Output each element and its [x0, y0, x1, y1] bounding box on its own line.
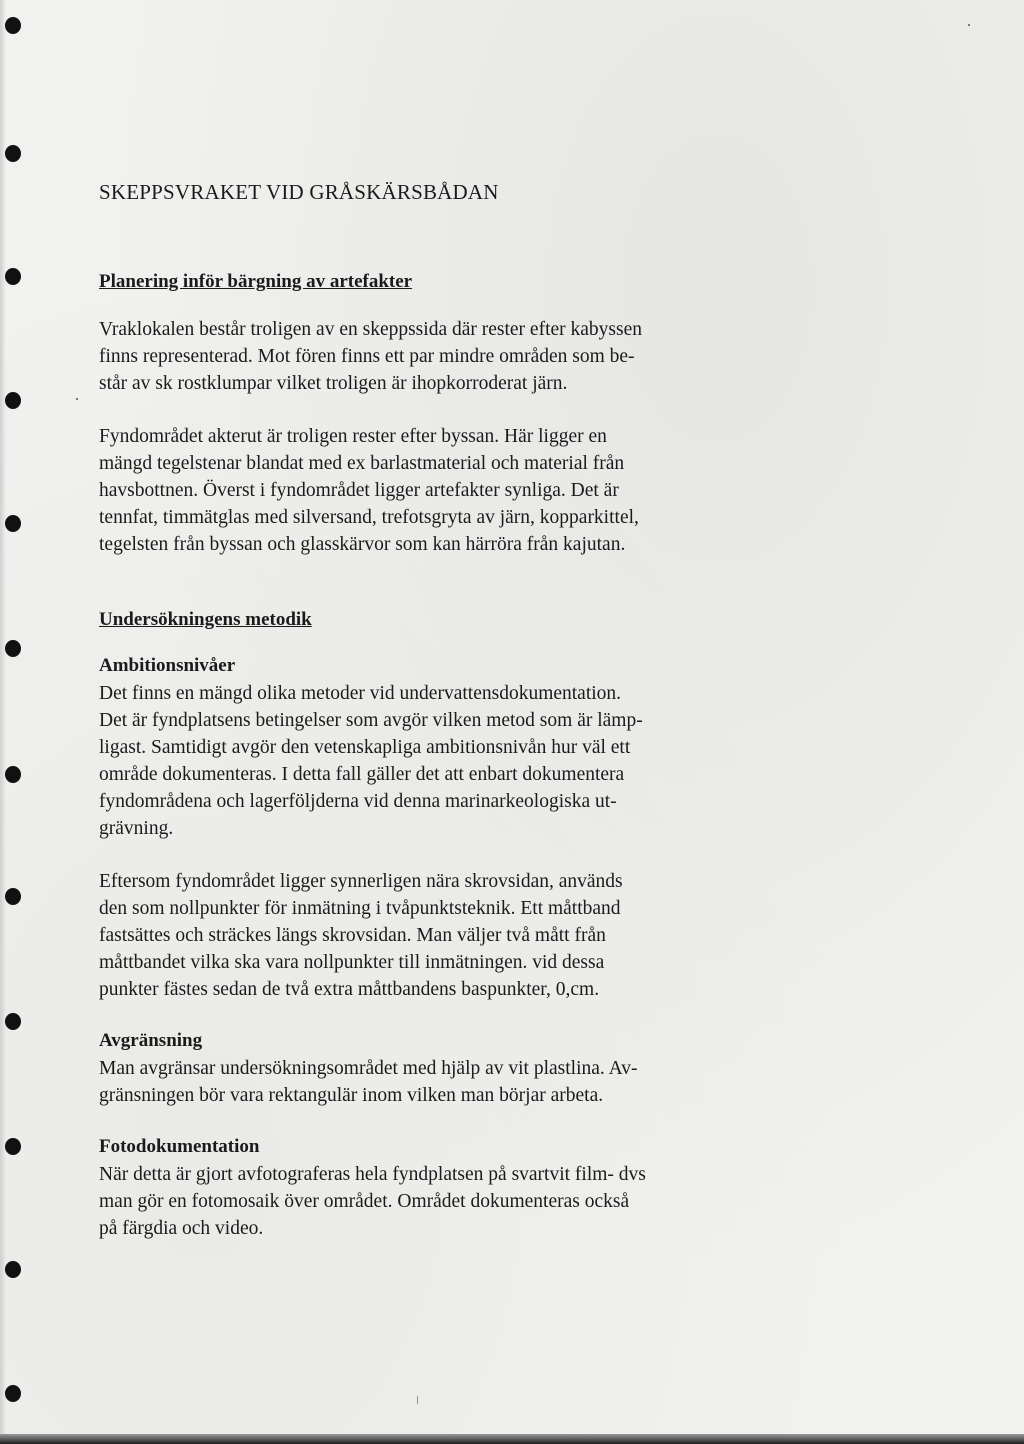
- subheading-delimitation: Avgränsning: [99, 1030, 203, 1051]
- punch-hole-12: [5, 1385, 21, 1402]
- document-body: [99, 170, 799, 1242]
- section-heading-method: Undersökningens metodik: [99, 609, 312, 630]
- punch-hole-8: [5, 888, 21, 905]
- punch-hole-5: [5, 515, 21, 532]
- paragraph-measuring: Eftersom fyndområdet ligger synnerligen nära skrovsidan, används den som nollpunkter för inmätning i tvåpunktsteknik. Ett måttband fastsättes och sträckes längs skrovsidan. Man väljer två mått från måttbandet vilka ska vara nollpunkter till inmätningen. vid dessa punkter fästes sedan de två extra måttbandens baspunkter, 0,cm.: [99, 871, 623, 1000]
- document-title: SKEPPSVRAKET VID GRÅSKÄRSBÅDAN: [99, 180, 499, 204]
- punch-hole-2: [5, 145, 21, 162]
- punch-hole-6: [5, 640, 21, 657]
- subheading-photo: Fotodokumentation: [99, 1136, 260, 1157]
- subheading-ambition: Ambitionsnivåer: [99, 655, 236, 676]
- punch-hole-9: [5, 1013, 21, 1030]
- section-heading-planning: Planering inför bärgning av artefakter: [99, 271, 413, 292]
- punch-hole-7: [5, 766, 21, 783]
- scan-speck: [417, 1395, 418, 1405]
- paragraph-wreck-site: Vraklokalen består troligen av en skeppssida där rester efter kabyssen finns representerad. Mot fören finns ett par mindre områden som be- står av sk rostklumpar vilket troligen är ihopkorroderat järn.: [99, 319, 643, 394]
- punch-hole-3: [5, 268, 21, 285]
- page-bottom-edge: [0, 1434, 1024, 1444]
- page-left-edge: [0, 0, 6, 1444]
- punch-hole-1: [5, 17, 21, 34]
- paragraph-find-area: Fyndområdet akterut är troligen rester efter byssan. Här ligger en mängd tegelstenar blandat med ex barlastmaterial och material från havsbottnen. Överst i fyndområdet ligger artefakter synliga. Det är tennfat, timmätglas med silversand, trefotsgryta av järn, kopparkittel, tegelsten från byssan och glasskärvor som kan härröra från kajutan.: [99, 426, 639, 555]
- paragraph-ambition: Det finns en mängd olika metoder vid undervattensdokumentation. Det är fyndplatsens betingelser som avgör vilken metod som är lämp- ligast. Samtidigt avgör den vetenskapliga ambitionsnivån hur väl ett område dokumenteras. I detta fall gäller det att enbart dokumentera fyndområdena och lagerföljderna vid denna marinarkeologiska ut- grävning.: [99, 683, 643, 839]
- punch-hole-4: [5, 392, 21, 409]
- paragraph-photo: När detta är gjort avfotograferas hela fyndplatsen på svartvit film- dvs man gör en fotomosaik över området. Området dokumenteras också på färgdia och video.: [99, 1164, 646, 1239]
- paragraph-delimitation: Man avgränsar undersökningsområdet med hjälp av vit plastlina. Av- gränsningen bör vara rektangulär inom vilken man börjar arbeta.: [99, 1058, 638, 1106]
- scan-speck: [968, 24, 970, 26]
- scan-speck: [76, 398, 78, 400]
- punch-hole-11: [5, 1261, 21, 1278]
- punch-hole-10: [5, 1138, 21, 1155]
